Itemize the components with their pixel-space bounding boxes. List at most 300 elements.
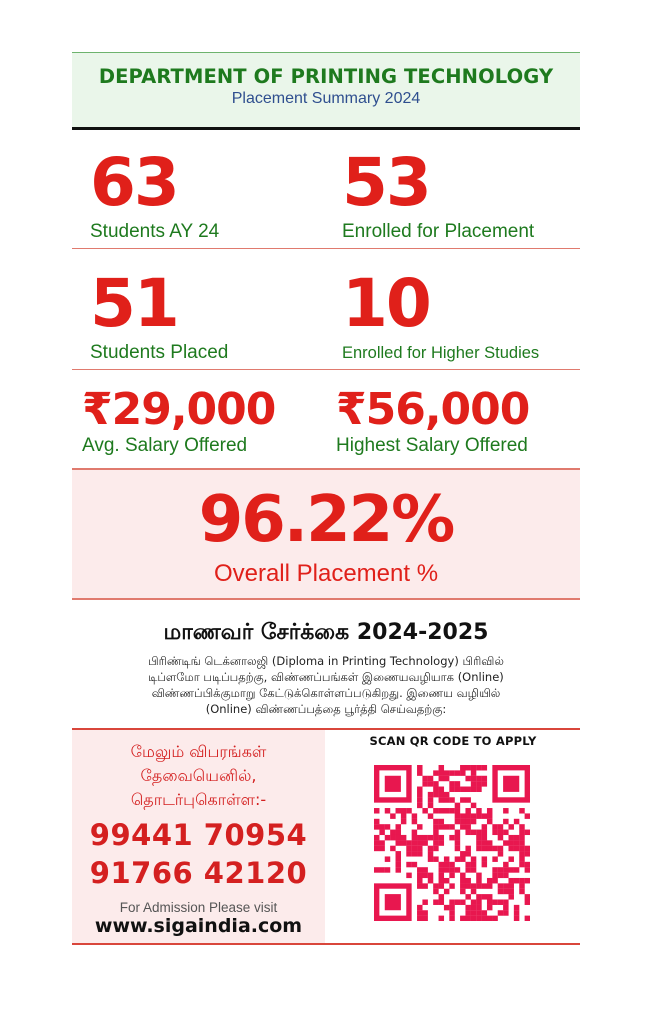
qr-module	[417, 905, 422, 910]
qr-module	[449, 797, 454, 802]
qr-module	[482, 894, 487, 899]
qr-module	[525, 830, 530, 835]
qr-module	[460, 851, 465, 856]
qr-module	[379, 824, 384, 829]
qr-module	[449, 883, 454, 888]
qr-module	[449, 916, 454, 921]
qr-module	[525, 916, 530, 921]
qr-module	[519, 862, 524, 867]
qr-module	[503, 899, 508, 904]
qr-module	[417, 770, 422, 775]
qr-module	[433, 889, 438, 894]
qr-module	[396, 808, 401, 813]
qr-module	[433, 846, 438, 851]
qr-module	[428, 878, 433, 883]
qr-module	[455, 803, 460, 808]
qr-module	[503, 830, 508, 835]
qr-module	[471, 916, 476, 921]
qr-module	[465, 910, 470, 915]
qr-module	[449, 910, 454, 915]
qr-module	[374, 808, 379, 813]
admission-line-4: (Online) விண்ணப்பத்தை பூர்த்தி செய்வதற்கு:	[205, 702, 447, 716]
qr-module	[471, 856, 476, 861]
qr-module	[498, 830, 503, 835]
overall-placement-label: Overall Placement %	[213, 560, 439, 587]
qr-module	[439, 862, 444, 867]
qr-module	[508, 835, 513, 840]
qr-module	[444, 824, 449, 829]
qr-module	[422, 867, 427, 872]
qr-module	[417, 873, 422, 878]
qr-module	[519, 889, 524, 894]
stats-row-3	[72, 370, 580, 470]
qr-module	[503, 905, 508, 910]
qr-module	[439, 792, 444, 797]
qr-module	[498, 835, 503, 840]
qr-module	[465, 824, 470, 829]
qr-module	[374, 835, 379, 840]
qr-module	[525, 878, 530, 883]
highest-salary-value: ₹56,000	[336, 384, 530, 435]
qr-module	[498, 851, 503, 856]
qr-module	[455, 835, 460, 840]
qr-module	[428, 792, 433, 797]
qr-module	[498, 910, 503, 915]
qr-module	[519, 824, 524, 829]
qr-module	[439, 797, 444, 802]
qr-module	[471, 867, 476, 872]
qr-module	[519, 878, 524, 883]
qr-module	[465, 787, 470, 792]
qr-module	[433, 856, 438, 861]
qr-module	[390, 846, 395, 851]
qr-module	[482, 883, 487, 888]
qr-module	[401, 840, 406, 845]
qr-module	[465, 894, 470, 899]
qr-module	[487, 840, 492, 845]
qr-module	[449, 862, 454, 867]
qr-module	[428, 851, 433, 856]
qr-module	[471, 770, 476, 775]
qr-module	[498, 867, 503, 872]
qr-module	[460, 819, 465, 824]
qr-module	[482, 830, 487, 835]
stats-row-2	[72, 249, 580, 370]
qr-module	[444, 776, 449, 781]
qr-module	[406, 862, 411, 867]
qr-code[interactable]	[374, 765, 530, 921]
qr-module	[444, 797, 449, 802]
qr-module	[508, 846, 513, 851]
qr-module	[471, 819, 476, 824]
qr-module	[396, 830, 401, 835]
qr-module	[439, 765, 444, 770]
contact-line-2: தேவையெனில்,	[140, 766, 257, 785]
qr-module	[476, 905, 481, 910]
qr-module	[396, 856, 401, 861]
qr-module	[492, 878, 497, 883]
qr-module	[525, 862, 530, 867]
qr-module	[519, 840, 524, 845]
admission-title: மாணவர் சேர்க்கை 2024-2025	[163, 620, 489, 645]
qr-module	[487, 916, 492, 921]
qr-module	[519, 835, 524, 840]
qr-module	[498, 873, 503, 878]
qr-module	[455, 813, 460, 818]
qr-module	[428, 813, 433, 818]
qr-module	[508, 824, 513, 829]
qr-module	[374, 819, 379, 824]
avg-salary-label: Avg. Salary Offered	[82, 435, 248, 456]
qr-module	[471, 765, 476, 770]
qr-module	[487, 899, 492, 904]
admission-body	[86, 653, 566, 717]
qr-module	[492, 856, 497, 861]
phone-number-2[interactable]: 91766 42120	[89, 856, 308, 890]
placed-label: Students Placed	[90, 342, 229, 363]
qr-module	[422, 910, 427, 915]
qr-module	[449, 905, 454, 910]
qr-module	[492, 916, 497, 921]
qr-module	[476, 830, 481, 835]
qr-module	[508, 856, 513, 861]
admission-line-3: விண்ணப்பிக்குமாறு கேட்டுக்கொள்ளப்படுகிறது. இணைய வழியில்	[151, 686, 501, 700]
qr-module	[476, 878, 481, 883]
qr-module	[514, 916, 519, 921]
qr-module	[455, 830, 460, 835]
qr-module	[428, 781, 433, 786]
qr-module	[444, 808, 449, 813]
qr-module	[422, 808, 427, 813]
qr-module	[379, 867, 384, 872]
qr-module	[525, 851, 530, 856]
qr-module	[476, 846, 481, 851]
qr-module	[498, 883, 503, 888]
qr-module	[465, 830, 470, 835]
qr-module	[390, 813, 395, 818]
qr-module	[471, 862, 476, 867]
qr-module	[422, 916, 427, 921]
qr-module	[460, 878, 465, 883]
qr-module	[482, 835, 487, 840]
qr-module	[417, 883, 422, 888]
qr-module	[455, 808, 460, 813]
qr-module	[385, 856, 390, 861]
qr-module	[460, 765, 465, 770]
qr-module	[439, 808, 444, 813]
qr-module	[482, 840, 487, 845]
qr-module	[439, 770, 444, 775]
qr-module	[455, 781, 460, 786]
qr-module	[455, 787, 460, 792]
admission-visit-text: For Admission Please visit	[119, 900, 278, 915]
qr-module	[492, 873, 497, 878]
qr-module	[514, 840, 519, 845]
qr-module	[487, 813, 492, 818]
qr-module	[396, 851, 401, 856]
qr-module	[498, 824, 503, 829]
enrolled-stat	[342, 144, 535, 242]
qr-module	[482, 776, 487, 781]
qr-module	[439, 883, 444, 888]
higher-studies-stat	[342, 265, 540, 362]
qr-module	[433, 792, 438, 797]
qr-module	[417, 867, 422, 872]
qr-module	[444, 889, 449, 894]
qr-module	[465, 776, 470, 781]
qr-module	[503, 873, 508, 878]
qr-module	[482, 846, 487, 851]
qr-module	[385, 824, 390, 829]
qr-module	[508, 840, 513, 845]
qr-module	[514, 910, 519, 915]
contact-box	[72, 730, 325, 943]
divider-bottom	[72, 943, 580, 945]
qr-module	[482, 910, 487, 915]
qr-module	[439, 916, 444, 921]
qr-module	[455, 846, 460, 851]
qr-module	[503, 862, 508, 867]
qr-module	[444, 867, 449, 872]
qr-module	[444, 862, 449, 867]
qr-module	[460, 797, 465, 802]
qr-module	[476, 883, 481, 888]
qr-module	[439, 873, 444, 878]
qr-module	[514, 846, 519, 851]
qr-module	[444, 792, 449, 797]
qr-module	[444, 905, 449, 910]
qr-module	[519, 830, 524, 835]
qr-module	[465, 797, 470, 802]
stats-row-1	[72, 130, 580, 249]
contact-line-3: தொடர்புகொள்ள:-	[130, 790, 267, 809]
qr-module	[460, 916, 465, 921]
qr-module	[422, 835, 427, 840]
qr-module	[412, 813, 417, 818]
higher-studies-count: 10	[342, 265, 430, 342]
qr-module	[503, 889, 508, 894]
placed-count: 51	[90, 265, 178, 342]
qr-module	[476, 781, 481, 786]
qr-module	[460, 824, 465, 829]
qr-module	[455, 899, 460, 904]
department-title: DEPARTMENT OF PRINTING TECHNOLOGY	[98, 65, 554, 88]
qr-module	[433, 787, 438, 792]
qr-module	[514, 867, 519, 872]
qr-module	[525, 894, 530, 899]
overall-placement-value: 96.22%	[198, 483, 454, 557]
qr-module	[444, 878, 449, 883]
qr-module	[476, 910, 481, 915]
qr-module	[390, 830, 395, 835]
qr-module	[514, 905, 519, 910]
qr-module	[465, 765, 470, 770]
qr-module	[503, 819, 508, 824]
qr-module	[396, 862, 401, 867]
qr-module	[439, 824, 444, 829]
qr-module	[471, 905, 476, 910]
qr-module	[428, 873, 433, 878]
qr-module	[508, 894, 513, 899]
qr-module	[471, 830, 476, 835]
qr-module	[428, 797, 433, 802]
qr-module	[460, 856, 465, 861]
qr-module	[492, 824, 497, 829]
qr-module	[476, 813, 481, 818]
qr-module	[374, 867, 379, 872]
qr-module	[487, 905, 492, 910]
qr-module	[439, 840, 444, 845]
qr-module	[422, 883, 427, 888]
qr-module	[525, 899, 530, 904]
placement-summary-subtitle: Placement Summary 2024	[231, 90, 421, 107]
qr-module	[422, 781, 427, 786]
qr-module	[406, 846, 411, 851]
qr-module	[471, 883, 476, 888]
qr-module	[503, 867, 508, 872]
qr-module	[412, 846, 417, 851]
qr-module	[503, 883, 508, 888]
qr-module	[396, 840, 401, 845]
qr-module	[455, 856, 460, 861]
qr-module	[482, 856, 487, 861]
qr-module	[449, 808, 454, 813]
qr-module	[412, 830, 417, 835]
qr-module	[460, 813, 465, 818]
qr-module	[439, 776, 444, 781]
qr-module	[465, 813, 470, 818]
qr-module	[487, 846, 492, 851]
qr-module	[449, 835, 454, 840]
qr-module	[476, 840, 481, 845]
qr-module	[379, 846, 384, 851]
placed-stat	[90, 265, 229, 363]
qr-module	[401, 808, 406, 813]
header-banner	[72, 52, 580, 130]
qr-module	[417, 851, 422, 856]
qr-module	[417, 824, 422, 829]
qr-module	[492, 846, 497, 851]
students-label: Students AY 24	[90, 221, 220, 242]
qr-module	[374, 824, 379, 829]
qr-module	[422, 776, 427, 781]
qr-module	[449, 824, 454, 829]
qr-module	[444, 856, 449, 861]
avg-salary-value: ₹29,000	[82, 384, 276, 435]
qr-module	[422, 899, 427, 904]
qr-module	[428, 803, 433, 808]
qr-module	[503, 840, 508, 845]
qr-module	[412, 840, 417, 845]
admission-line-1: பிரிண்டிங் டெக்னாலஜி (Diploma in Printing Technology) பிரிவில்	[148, 654, 504, 668]
qr-module	[433, 840, 438, 845]
qr-module	[401, 819, 406, 824]
qr-module	[471, 781, 476, 786]
qr-module	[476, 787, 481, 792]
overall-placement-box	[72, 470, 580, 600]
qr-module	[417, 910, 422, 915]
qr-module	[492, 830, 497, 835]
qr-module	[514, 819, 519, 824]
highest-salary-label: Highest Salary Offered	[336, 435, 528, 456]
qr-module	[492, 867, 497, 872]
qr-module	[374, 846, 379, 851]
qr-module	[433, 808, 438, 813]
qr-module	[519, 808, 524, 813]
qr-module	[519, 851, 524, 856]
phone-number-1[interactable]: 99441 70954	[89, 818, 308, 852]
qr-module	[525, 867, 530, 872]
qr-module	[487, 878, 492, 883]
qr-module	[401, 835, 406, 840]
qr-module	[417, 792, 422, 797]
enrolled-label: Enrolled for Placement	[342, 221, 535, 242]
qr-module	[465, 905, 470, 910]
qr-module	[476, 765, 481, 770]
admission-line-2: டிப்ளமோ படிப்பதற்கு, விண்ணப்பங்கள் இணையவழியாக (Online)	[148, 670, 504, 684]
qr-module	[460, 883, 465, 888]
qr-module	[449, 781, 454, 786]
qr-module	[433, 770, 438, 775]
qr-module	[390, 835, 395, 840]
qr-module	[503, 808, 508, 813]
qr-module	[471, 899, 476, 904]
website-link[interactable]: www.sigaindia.com	[94, 915, 303, 937]
qr-module	[487, 819, 492, 824]
qr-module	[439, 894, 444, 899]
qr-module	[455, 867, 460, 872]
qr-module	[482, 862, 487, 867]
qr-module	[444, 770, 449, 775]
qr-module	[482, 813, 487, 818]
qr-module	[417, 803, 422, 808]
qr-module	[498, 899, 503, 904]
qr-module	[476, 899, 481, 904]
qr-section	[336, 734, 570, 934]
qr-module	[471, 787, 476, 792]
qr-module	[465, 883, 470, 888]
qr-module	[449, 770, 454, 775]
qr-module	[487, 883, 492, 888]
qr-module	[401, 813, 406, 818]
qr-module	[417, 846, 422, 851]
qr-module	[406, 808, 411, 813]
qr-module	[465, 878, 470, 883]
qr-module	[487, 894, 492, 899]
qr-module	[487, 808, 492, 813]
qr-module	[519, 846, 524, 851]
qr-module	[385, 808, 390, 813]
qr-module	[406, 873, 411, 878]
qr-module	[439, 878, 444, 883]
qr-caption: SCAN QR CODE TO APPLY	[369, 734, 537, 748]
qr-module	[433, 781, 438, 786]
qr-module	[439, 819, 444, 824]
qr-module	[476, 894, 481, 899]
qr-module	[417, 878, 422, 883]
qr-module	[396, 824, 401, 829]
qr-module	[465, 819, 470, 824]
qr-module	[417, 765, 422, 770]
qr-module	[465, 846, 470, 851]
qr-module	[498, 889, 503, 894]
qr-module	[514, 878, 519, 883]
qr-module	[482, 916, 487, 921]
qr-module	[428, 846, 433, 851]
qr-module	[498, 846, 503, 851]
highest-salary-stat	[336, 384, 530, 456]
qr-module	[417, 787, 422, 792]
